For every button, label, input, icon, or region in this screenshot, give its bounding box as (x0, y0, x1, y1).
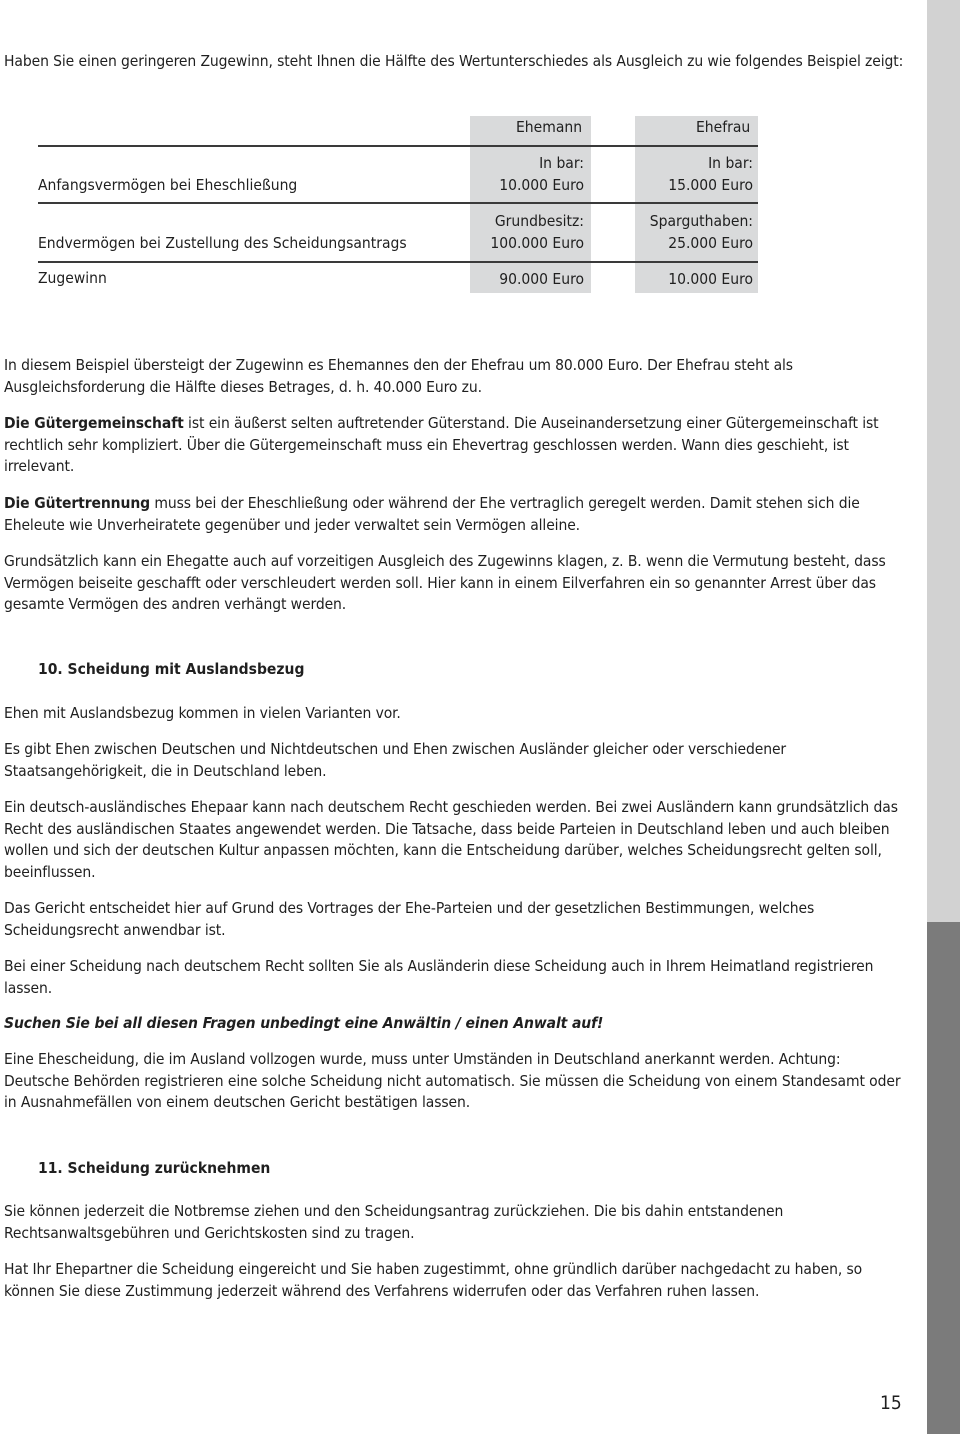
table-rule (38, 261, 758, 263)
paragraph: Das Gericht entscheidet hier auf Grund des Vortrages der Ehe-Parteien und der gesetzlichen Bestimmungen, welches Scheidungsrecht anwendbar ist. (4, 899, 815, 939)
paragraph (4, 413, 909, 478)
header-wife: Ehefrau (696, 118, 751, 136)
wife-column-shade (635, 116, 758, 293)
table-rule (38, 202, 758, 204)
sidebar-bar-dark (927, 922, 960, 1434)
table-cell: 15.000 Euro (668, 176, 753, 194)
table-cell: In bar: (708, 154, 753, 172)
table-cell: Grundbesitz: (494, 212, 584, 230)
header-husband: Ehemann (516, 118, 583, 136)
table-cell: 90.000 Euro (499, 270, 584, 288)
paragraph: In diesem Beispiel übersteigt der Zugewinn es Ehemannes den der Ehefrau um 80.000 Euro. Der Ehefrau steht als Ausgleichsforderung die Hälfte dieses Betrages, d. h. 40.000 Euro zu. (4, 356, 793, 396)
paragraph: Sie können jederzeit die Notbremse ziehen und den Scheidungsantrag zurückziehen. Die bis dahin entstandenen Rechtsanwaltsgebühren und Gerichtskosten sind zu tragen. (4, 1202, 784, 1242)
emphasis-note: Suchen Sie bei all diesen Fragen unbedingt eine Anwältin / einen Anwalt auf! (4, 1014, 604, 1032)
intro-paragraph: Haben Sie einen geringeren Zugewinn, steht Ihnen die Hälfte des Wertunterschiedes als Ausgleich zu wie folgendes Beispiel zeigt: (4, 52, 904, 70)
term-guetertrennung: Die Gütertrennung (4, 494, 151, 512)
section-heading-11: 11. Scheidung zurücknehmen (38, 1159, 271, 1177)
table-cell: In bar: (539, 154, 584, 172)
section-heading-10: 10. Scheidung mit Auslandsbezug (38, 660, 305, 678)
paragraph: Hat Ihr Ehepartner die Scheidung eingereicht und Sie haben zugestimmt, ohne gründlich darüber nachgedacht zu haben, so können Sie diese Zustimmung jederzeit während des Verfahrens widerrufen oder das Verfahren ruhen lassen. (4, 1260, 863, 1300)
paragraph: Bei einer Scheidung nach deutschem Recht sollten Sie als Ausländerin diese Scheidung auch in Ihrem Heimatland registrieren lassen. (4, 957, 874, 997)
husband-column-shade (470, 116, 591, 293)
comparison-table (0, 0, 960, 300)
paragraph: Ehen mit Auslandsbezug kommen in vielen Varianten vor. (4, 704, 401, 722)
table-cell: 100.000 Euro (490, 234, 584, 252)
paragraph: Grundsätzlich kann ein Ehegatte auch auf vorzeitigen Ausgleich des Zugewinns klagen, z. B. wenn die Vermutung besteht, dass Vermögen beiseite geschafft oder verschleudert werden soll. Hier kann in einem Eilverfahren ein so genannter Arrest über das gesamte Vermögen des andren verhängt werden. (4, 552, 886, 613)
table-cell: Sparguthaben: (649, 212, 753, 230)
row-label: Anfangsvermögen bei Eheschließung (38, 176, 298, 194)
paragraph-text: muss bei der Eheschließung oder während der Ehe vertraglich geregelt werden. Damit stehen sich die Eheleute wie Unverheiratete gegenüber und jeder verwaltet sein Vermögen alleine. (4, 494, 860, 534)
table-cell: 25.000 Euro (668, 234, 753, 252)
paragraph: Ein deutsch-ausländisches Ehepaar kann nach deutschem Recht geschieden werden. Bei zwei Ausländern kann grundsätzlich das Recht des ausländischen Staates angewendet werden. Die Tatsache, dass beide Parteien in Deutschland leben und auch bleiben wollen und sich der deutschen Kultur anpassen möchten, kann die Entscheidung darüber, welches Scheidungsrecht gelten soll, beeinflussen. (4, 798, 898, 881)
page-number: 15 (880, 1392, 902, 1414)
paragraph-text: ist ein äußerst selten auftretender Güterstand. Die Auseinandersetzung einer Gütergemeinschaft ist rechtlich sehr kompliziert. Über die Gütergemeinschaft muss ein Ehevertrag geschlossen werden. Wann dies geschieht, ist irrelevant. (4, 414, 879, 475)
paragraph: Eine Ehescheidung, die im Ausland vollzogen wurde, muss unter Umständen in Deutschland anerkannt werden. Achtung: Deutsche Behörden registrieren eine solche Scheidung nicht automatisch. Sie müssen die Scheidung von einem Standesamt oder in Ausnahmefällen von einem deutschen Gericht bestätigen lassen. (4, 1050, 901, 1111)
table-cell: 10.000 Euro (668, 270, 753, 288)
row-label: Zugewinn (38, 269, 107, 287)
paragraph: Es gibt Ehen zwischen Deutschen und Nichtdeutschen und Ehen zwischen Ausländer gleicher oder verschiedener Staatsangehörigkeit, die in Deutschland leben. (4, 740, 787, 780)
table-rule (38, 145, 758, 147)
row-label: Endvermögen bei Zustellung des Scheidungsantrags (38, 234, 407, 252)
table-cell: 10.000 Euro (499, 176, 584, 194)
paragraph (4, 493, 909, 536)
term-guetergemeinschaft: Die Gütergemeinschaft (4, 414, 184, 432)
